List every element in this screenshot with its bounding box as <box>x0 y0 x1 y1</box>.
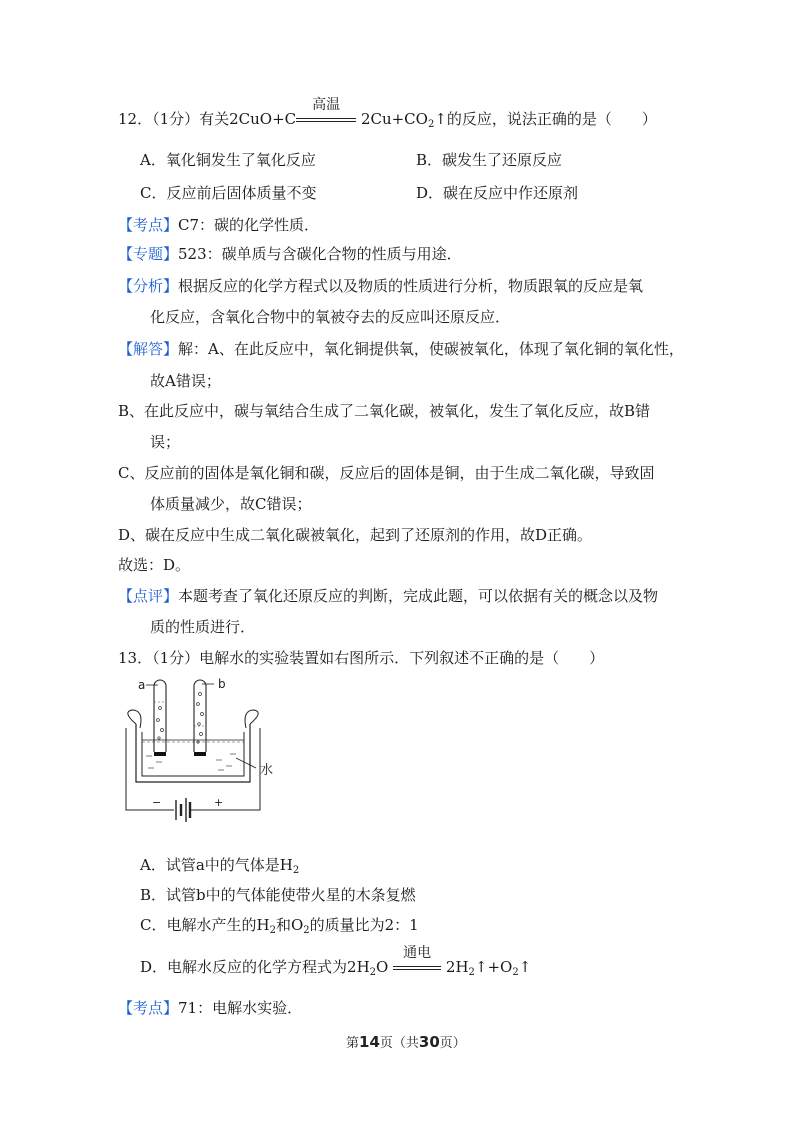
q12-option-a: A．氧化铜发生了氧化反应 <box>140 151 316 169</box>
q13-option-a-text: A．试管a中的气体是H <box>140 856 293 874</box>
tube-b-label: b <box>218 677 226 691</box>
jieda-line1: 解：A、在此反应中，氧化铜提供氧，使碳被氧化，体现了氧化铜的氧化性， <box>178 340 684 358</box>
kaodian-tag: 【考点】 <box>118 216 179 234</box>
zhuanti-text: 523：碳单质与含碳化合物的性质与用途． <box>178 245 462 263</box>
q12-stem-prefix: 12．（1分）有关2CuO+C <box>118 110 297 128</box>
q12-jieda <box>118 338 684 359</box>
q13-option-c <box>140 914 419 935</box>
q13-option-d-part1: D．电解水反应的化学方程式为2H <box>140 958 370 976</box>
q13-option-d-part2: O <box>376 958 389 976</box>
q12-fenxi-line2: 化反应，含氧化合物中的氧被夺去的反应叫还原反应． <box>150 308 511 326</box>
q12-condition: 高温 <box>312 97 341 113</box>
footer-page-number: 14 <box>359 1033 380 1051</box>
zhuanti-tag: 【专题】 <box>118 245 179 263</box>
q12-stem <box>118 97 657 130</box>
q12-condition-arrow <box>296 97 356 128</box>
footer-pre: 第 <box>346 1036 360 1051</box>
footer-total-pages: 30 <box>418 1033 440 1051</box>
q13-option-b: B．试管b中的气体能使带火星的木条复燃 <box>140 886 416 904</box>
q12-b-line2: 误； <box>150 433 181 451</box>
q13-option-d-sub2: 2 <box>468 967 475 978</box>
q13-option-a <box>140 854 299 875</box>
fenxi-tag: 【分析】 <box>118 277 179 295</box>
q13-option-d-part3: 2H <box>445 958 469 976</box>
q12-option-d: D．碳在反应中作还原剂 <box>416 184 579 202</box>
q12-c-line1: C、反应前的固体是氧化铜和碳，反应后的固体是铜，由于生成二氧化碳，导致固 <box>118 464 655 482</box>
q12-products: 2Cu+CO <box>360 110 428 128</box>
q13-option-d-sub3: 2 <box>512 967 519 978</box>
q12-d-line: D、碳在反应中生成二氧化碳被氧化，起到了还原剂的作用，故D正确。 <box>118 526 593 544</box>
page-footer <box>346 1032 466 1051</box>
jieda-tag: 【解答】 <box>118 340 179 358</box>
q12-fenxi <box>118 275 643 296</box>
q12-stem-suffix: ↑的反应，说法正确的是（ ） <box>434 110 657 128</box>
q13-option-a-sub: 2 <box>292 865 300 876</box>
q12-b-line1: B、在此反应中，碳与氧结合生成了二氧化碳，被氧化，发生了氧化反应，故B错 <box>118 402 651 420</box>
electrolysis-apparatus-diagram <box>118 672 298 832</box>
q12-dianping <box>118 585 658 606</box>
footer-mid: 页（共 <box>379 1036 419 1051</box>
dianping-tag: 【点评】 <box>118 587 179 605</box>
q12-zhuanti <box>118 243 462 264</box>
q13-option-c-part3: 的质量比为2：1 <box>309 916 419 934</box>
q13-option-d-condition-arrow <box>393 945 441 976</box>
water-label: 水 <box>260 763 274 778</box>
q12-dianping-line2: 质的性质进行． <box>150 618 256 636</box>
positive-terminal-label: + <box>214 796 224 809</box>
q13-option-d-part5: ↑ <box>518 958 532 976</box>
dianping-line1: 本题考查了氧化还原反应的判断，完成此题，可以依据有关的概念以及物 <box>178 587 659 605</box>
q13-option-c-part2: 和O <box>275 916 304 934</box>
footer-post: 页） <box>439 1036 466 1051</box>
negative-terminal-label: − <box>152 796 162 809</box>
kaodian-text: C7：碳的化学性质． <box>178 216 320 234</box>
tube-a-label: a <box>138 678 146 692</box>
q12-option-b: B．碳发生了还原反应 <box>416 151 563 169</box>
fenxi-line1: 根据反应的化学方程式以及物质的性质进行分析，物质跟氧的反应是氧 <box>178 277 644 295</box>
q12-jieda-line2: 故A错误； <box>150 372 221 390</box>
q13-kaodian-tag: 【考点】 <box>118 999 179 1017</box>
q13-option-d <box>140 945 532 978</box>
q13-option-d-sub1: 2 <box>369 967 377 978</box>
q13-option-d-condition: 通电 <box>403 945 432 961</box>
q13-kaodian <box>118 997 302 1018</box>
q12-products-sub: 2 <box>427 119 435 130</box>
q13-option-c-sub1: 2 <box>269 925 276 936</box>
q13-kaodian-text: 71：电解水实验． <box>178 999 303 1017</box>
q12-c-line2: 体质量减少，故C错误； <box>150 495 312 513</box>
q12-answer: 故选：D。 <box>118 556 191 574</box>
q13-stem: 13．（1分）电解水的实验装置如右图所示．下列叙述不正确的是（ ） <box>118 649 605 667</box>
q13-option-c-part1: C．电解水产生的H <box>140 916 270 934</box>
q13-option-c-sub2: 2 <box>303 925 310 936</box>
q12-kaodian <box>118 214 319 235</box>
q12-option-c: C．反应前后固体质量不变 <box>140 184 317 202</box>
q13-option-d-part4: ↑+O <box>474 958 513 976</box>
